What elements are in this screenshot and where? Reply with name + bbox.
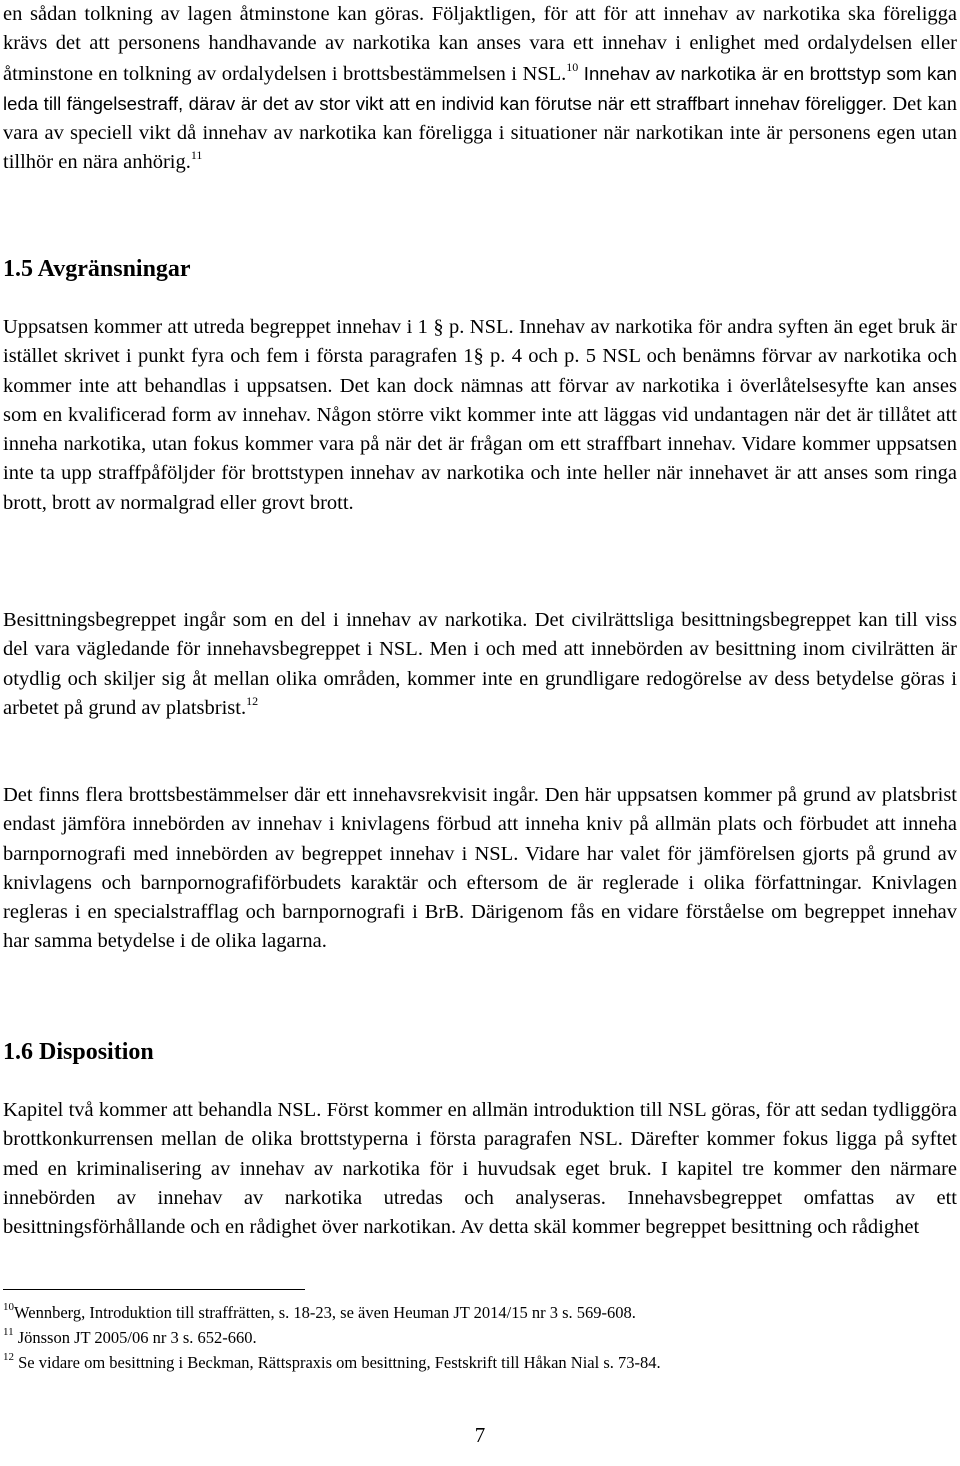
heading-avgransningar: 1.5 Avgränsningar <box>3 256 191 282</box>
footnote-ref-11[interactable]: 11 <box>190 148 203 163</box>
avgransningar-paragraph-3: Det finns flera brottsbestämmelser där ett innehavsrekvisit ingår. Den här uppsatsen kommer på grund av platsbrist endast jämföra innebörden av innehav i knivlagens förbud att inneha kniv på allmän plats och förbudet att inneha barnpornografi med innebörden av begreppet innehav i NSL. Vidare har valet för jämförelsen gjorts på grund av knivlagens och barnpornografiförbudets karaktär och eftersom de är reglerade i olika författningar. Knivlagen regleras i en specialstrafflag och barnpornografi i BrB. Därigenom fås en vidare förståelse om begreppet innehav har samma betydelse i de olika lagarna. <box>3 784 957 953</box>
footnote-11 <box>3 1327 257 1349</box>
avgransningar-paragraph-2-text: Besittningsbegreppet ingår som en del i innehav av narkotika. Det civilrättsliga besittningsbegreppet kan till viss del vara vägledande för innehavsbegreppet i NSL. Men i och med att innebörden av besittning inom civilrätten är otydlig och skiljer sig åt mellan olika områden, kommer inte en grundligare redogörelse av dess betydelse göras i arbetet på grund av platsbrist. <box>3 609 957 719</box>
footnote-number: 12 <box>3 1351 14 1363</box>
footnote-10 <box>3 1302 636 1324</box>
footnote-ref-12[interactable]: 12 <box>246 693 259 708</box>
page-number: 7 <box>474 1423 486 1447</box>
avgransningar-paragraph-1: Uppsatsen kommer att utreda begreppet innehav i 1 § p. NSL. Innehav av narkotika för andra syften än eget bruk är istället skrivet i punkt fyra och fem i första paragrafen 1§ p. 4 och p. 5 NSL och benämns förvar av narkotika och kommer inte att behandlas i uppsatsen. Det kan dock nämnas att förvar av narkotika i överlåtelsesyfte kan anses som en kvalificerad form av innehav. Någon större vikt kommer inte att läggas vid undantagen när det är tillåtet att inneha narkotika, utan fokus kommer vara på när det är frågan om ett straffbart innehav. Vidare kommer uppsatsen inte ta upp straffpåföljder för brottstypen innehav av narkotika och inte heller när innehavet är att anses som ringa brott, brott av normalgrad eller grovt brott. <box>3 316 957 514</box>
intro-paragraph <box>3 0 957 178</box>
footnote-number: 10 <box>3 1301 14 1313</box>
avgransningar-paragraph-2 <box>3 606 957 723</box>
intro-text-a: en sådan tolkning av lagen åtminstone kan göras. Följaktligen, för att för att innehav av narkotika ska föreligga krävs det att personens handhavande av narkotika kan anses vara ett innehav i enlighet med ordalydelsen eller åtminstone en tolkning av ordalydelsen i brottsbestämmelsen i NSL. <box>3 3 957 85</box>
footnote-number: 11 <box>3 1326 14 1338</box>
footnote-text: Wennberg, Introduktion till straffrätten, s. 18-23, se även Heuman JT 2014/15 nr 3 s. 569-608. <box>14 1303 636 1322</box>
intro-text-c: Det kan vara av speciell vikt då innehav av narkotika kan föreligga i situationer när narkotikan inte är personens egen utan tillhör en nära anhörig. <box>3 92 957 174</box>
footnote-12 <box>3 1352 661 1374</box>
footnote-separator <box>3 1289 305 1290</box>
footnote-text: Se vidare om besittning i Beckman, Rättspraxis om besittning, Festskrift till Håkan Nial s. 73-84. <box>14 1353 661 1372</box>
intro-text-b: Innehav av narkotika är en brottstyp som kan leda till fängelsestraff, därav är det av stor vikt att en individ kan förutse när ett straffbart innehav föreligger. <box>3 62 957 114</box>
disposition-paragraph-1: Kapitel två kommer att behandla NSL. Först kommer en allmän introduktion till NSL göras, för att sedan tydliggöra brottkonkurrensen mellan de olika brottstyperna i första paragrafen NSL. Därefter kommer fokus ligga på syftet med en kriminalisering av innehav av narkotika för i huvudsak eget bruk. I kapitel tre kommer den närmare innebörden av innehav av narkotika utredas och analyseras. Innehavsbegreppet omfattas av ett besittningsförhållande och en rådighet över narkotikan. Av detta skäl kommer begreppet besittning och rådighet <box>3 1099 957 1239</box>
footnote-text: Jönsson JT 2005/06 nr 3 s. 652-660. <box>13 1328 257 1347</box>
heading-disposition: 1.6 Disposition <box>3 1039 154 1065</box>
footnote-ref-10[interactable]: 10 <box>566 59 579 74</box>
